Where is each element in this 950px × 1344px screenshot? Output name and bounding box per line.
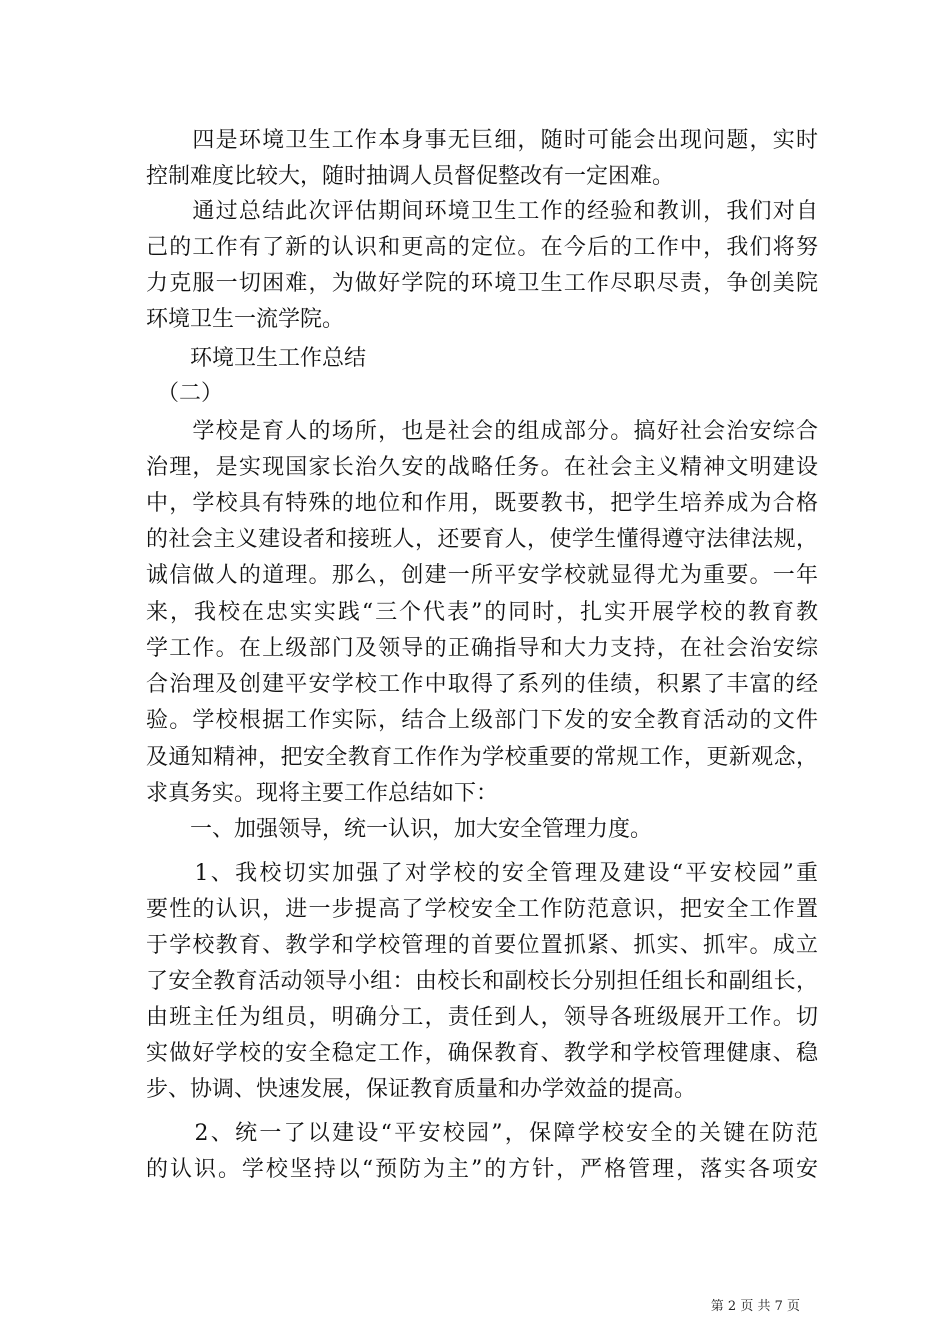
section-subtitle: （二） xyxy=(146,381,224,406)
text-line: 治理，是实现国家长治久安的战略任务。在社会主义精神文明建设 xyxy=(146,455,818,480)
text-line: 实做好学校的安全稳定工作，确保教育、教学和学校管理健康、稳 xyxy=(146,1041,818,1066)
text-line: 要性的认识，进一步提高了学校安全工作防范意识，把安全工作置 xyxy=(146,897,818,922)
text-line: 通过总结此次评估期间环境卫生工作的经验和教训，我们对自 xyxy=(146,199,818,224)
text-line: 由班主任为组员，明确分工，责任到人，领导各班级展开工作。切 xyxy=(146,1005,818,1030)
text-line: 控制难度比较大，随时抽调人员督促整改有一定困难。 xyxy=(146,164,675,189)
text-line: 来，我校在忠实实践“三个代表”的同时，扎实开展学校的教育教 xyxy=(146,600,818,625)
text-line: 了安全教育活动领导小组：由校长和副校长分别担任组长和副组长， xyxy=(146,969,818,994)
text-line: 于学校教育、教学和学校管理的首要位置抓紧、抓实、抓牢。成立 xyxy=(146,933,818,958)
text-line: 学工作。在上级部门及领导的正确指导和大力支持，在社会治安综 xyxy=(146,636,818,661)
text-line: 力克服一切困难，为做好学院的环境卫生工作尽职尽责，争创美院 xyxy=(146,271,818,296)
text-line: 1、我校切实加强了对学校的安全管理及建设“平安校园”重 xyxy=(146,861,818,886)
page-number: 第 2 页 共 7 页 xyxy=(710,1299,800,1314)
text-line: 步、协调、快速发展，保证教育质量和办学效益的提高。 xyxy=(146,1077,697,1102)
text-line: 诚信做人的道理。那么，创建一所平安学校就显得尤为重要。一年 xyxy=(146,563,818,588)
text-line: 己的工作有了新的认识和更高的定位。在今后的工作中，我们将努 xyxy=(146,235,818,260)
text-line: 的社会主义建设者和接班人，还要育人，使学生懂得遵守法律法规， xyxy=(146,527,818,552)
text-line: 及通知精神，把安全教育工作作为学校重要的常规工作，更新观念， xyxy=(146,745,818,770)
text-line: 2、统一了以建设“平安校园”，保障学校安全的关键在防范 xyxy=(146,1121,818,1146)
text-line: 求真务实。现将主要工作总结如下： xyxy=(146,781,499,806)
section-heading: 一、加强领导，统一认识，加大安全管理力度。 xyxy=(146,817,653,842)
text-line: 的认识。学校坚持以“预防为主”的方针，严格管理，落实各项安 xyxy=(146,1157,818,1182)
text-line: 中，学校具有特殊的地位和作用，既要教书，把学生培养成为合格 xyxy=(146,491,818,516)
text-line: 四是环境卫生工作本身事无巨细，随时可能会出现问题，实时 xyxy=(146,128,818,153)
text-line: 验。学校根据工作实际，结合上级部门下发的安全教育活动的文件 xyxy=(146,708,818,733)
text-line: 环境卫生一流学院。 xyxy=(146,307,345,332)
text-line: 学校是育人的场所，也是社会的组成部分。搞好社会治安综合 xyxy=(146,419,818,444)
section-title: 环境卫生工作总结 xyxy=(146,346,367,371)
text-line: 合治理及创建平安学校工作中取得了系列的佳绩，积累了丰富的经 xyxy=(146,672,818,697)
